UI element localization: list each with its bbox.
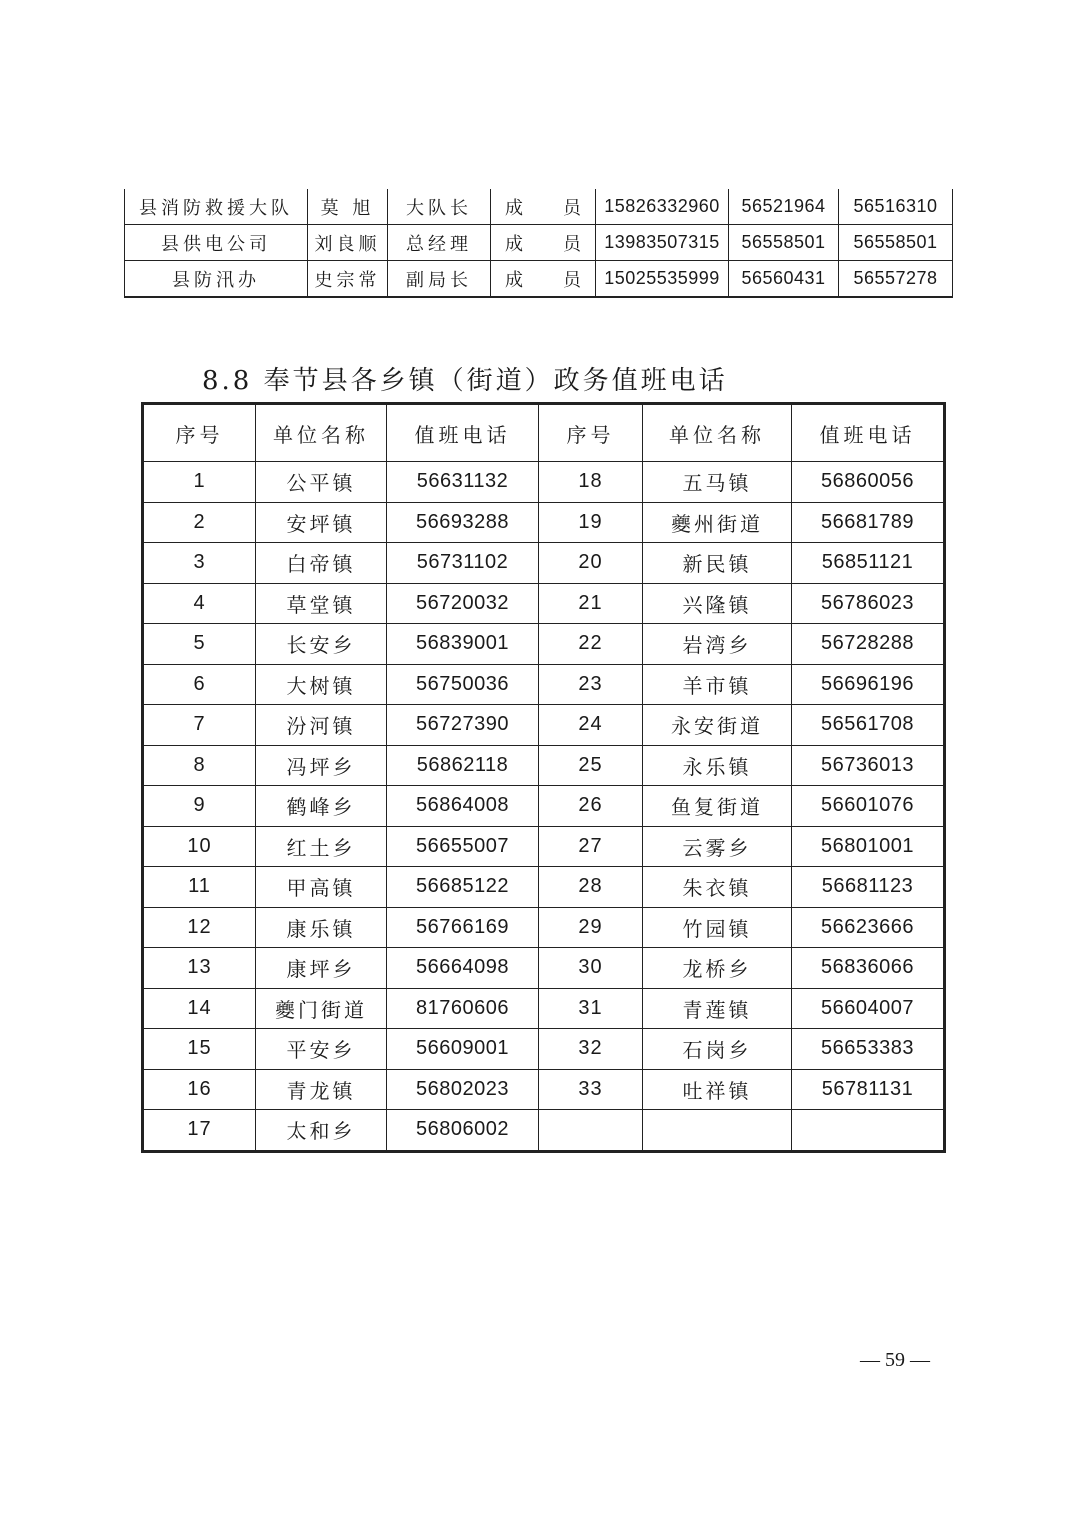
table-row <box>125 225 953 261</box>
unit-name-cell: 新民镇 <box>643 543 792 584</box>
phone-cell: 56851121 <box>792 543 945 584</box>
phone-cell: 56561708 <box>792 705 945 746</box>
serial-cell: 32 <box>539 1029 643 1070</box>
position-cell: 副局长 <box>388 261 491 298</box>
header-serial: 序号 <box>539 404 643 462</box>
serial-cell: 4 <box>143 583 256 624</box>
serial-cell: 5 <box>143 624 256 665</box>
serial-cell: 14 <box>143 988 256 1029</box>
header-duty-phone: 值班电话 <box>387 404 539 462</box>
phone-cell: 56623666 <box>792 907 945 948</box>
table-row <box>143 948 945 989</box>
office-phone-cell: 56521964 <box>729 189 839 225</box>
unit-name-cell: 安坪镇 <box>256 502 387 543</box>
phone-cell: 56727390 <box>387 705 539 746</box>
phone-cell: 56601076 <box>792 786 945 827</box>
phone-cell: 56750036 <box>387 664 539 705</box>
unit-name-cell: 平安乡 <box>256 1029 387 1070</box>
table-row <box>143 1029 945 1070</box>
table-row <box>143 988 945 1029</box>
phone-cell: 56806002 <box>387 1110 539 1152</box>
mobile-cell: 15025535999 <box>596 261 729 298</box>
unit-name-cell: 竹园镇 <box>643 907 792 948</box>
phone-cell: 56801001 <box>792 826 945 867</box>
unit-name-cell: 长安乡 <box>256 624 387 665</box>
unit-name-cell: 永安街道 <box>643 705 792 746</box>
table-row <box>125 261 953 298</box>
table-row <box>143 583 945 624</box>
serial-cell: 21 <box>539 583 643 624</box>
name-cell: 莫 旭 <box>308 189 388 225</box>
table-row <box>143 543 945 584</box>
serial-cell: 28 <box>539 867 643 908</box>
phone-cell: 56693288 <box>387 502 539 543</box>
role-cell: 成员 <box>491 261 596 298</box>
phone-cell: 56681123 <box>792 867 945 908</box>
unit-name-cell: 红土乡 <box>256 826 387 867</box>
unit-name-cell: 夔州街道 <box>643 502 792 543</box>
serial-cell: 20 <box>539 543 643 584</box>
unit-name-cell: 草堂镇 <box>256 583 387 624</box>
phone-cell: 56836066 <box>792 948 945 989</box>
phone-cell: 81760606 <box>387 988 539 1029</box>
phone-cell: 56631132 <box>387 462 539 503</box>
phone-cell: 56685122 <box>387 867 539 908</box>
header-unit-name: 单位名称 <box>643 404 792 462</box>
serial-cell: 12 <box>143 907 256 948</box>
table-row <box>143 867 945 908</box>
unit-name-cell: 羊市镇 <box>643 664 792 705</box>
table-row <box>143 502 945 543</box>
table-row <box>143 705 945 746</box>
phone-cell: 56802023 <box>387 1069 539 1110</box>
serial-cell <box>539 1110 643 1152</box>
table-row <box>143 462 945 503</box>
phone-cell: 56653383 <box>792 1029 945 1070</box>
serial-cell: 27 <box>539 826 643 867</box>
unit-name-cell: 鱼复街道 <box>643 786 792 827</box>
header-duty-phone: 值班电话 <box>792 404 945 462</box>
name-cell: 刘良顺 <box>308 225 388 261</box>
office-phone-cell: 56560431 <box>729 261 839 298</box>
table-row <box>143 826 945 867</box>
serial-cell: 8 <box>143 745 256 786</box>
serial-cell: 19 <box>539 502 643 543</box>
serial-cell: 2 <box>143 502 256 543</box>
phone-cell: 56862118 <box>387 745 539 786</box>
unit-name-cell: 太和乡 <box>256 1110 387 1152</box>
phone-cell: 56736013 <box>792 745 945 786</box>
unit-name-cell: 朱衣镇 <box>643 867 792 908</box>
serial-cell: 30 <box>539 948 643 989</box>
serial-cell: 1 <box>143 462 256 503</box>
serial-cell: 17 <box>143 1110 256 1152</box>
unit-name-cell <box>643 1110 792 1152</box>
unit-name-cell: 五马镇 <box>643 462 792 503</box>
unit-name-cell: 云雾乡 <box>643 826 792 867</box>
unit-name-cell: 青龙镇 <box>256 1069 387 1110</box>
phone-cell: 56609001 <box>387 1029 539 1070</box>
phone-cell: 56664098 <box>387 948 539 989</box>
table-row <box>143 1069 945 1110</box>
serial-cell: 33 <box>539 1069 643 1110</box>
unit-cell: 县消防救援大队 <box>125 189 308 225</box>
role-cell: 成员 <box>491 189 596 225</box>
serial-cell: 29 <box>539 907 643 948</box>
mobile-cell: 15826332960 <box>596 189 729 225</box>
phone-cell: 56781131 <box>792 1069 945 1110</box>
serial-cell: 6 <box>143 664 256 705</box>
unit-name-cell: 青莲镇 <box>643 988 792 1029</box>
table-row <box>125 189 953 225</box>
unit-name-cell: 兴隆镇 <box>643 583 792 624</box>
unit-name-cell: 石岗乡 <box>643 1029 792 1070</box>
unit-name-cell: 康乐镇 <box>256 907 387 948</box>
unit-name-cell: 公平镇 <box>256 462 387 503</box>
serial-cell: 23 <box>539 664 643 705</box>
phone-cell: 56864008 <box>387 786 539 827</box>
unit-name-cell: 康坪乡 <box>256 948 387 989</box>
unit-name-cell: 白帝镇 <box>256 543 387 584</box>
serial-cell: 13 <box>143 948 256 989</box>
name-cell: 史宗常 <box>308 261 388 298</box>
contact-table-continuation <box>124 189 953 298</box>
unit-name-cell: 冯坪乡 <box>256 745 387 786</box>
table-row <box>143 664 945 705</box>
serial-cell: 3 <box>143 543 256 584</box>
phone-cell: 56860056 <box>792 462 945 503</box>
office-phone-cell: 56558501 <box>729 225 839 261</box>
page-number: — 59 — <box>860 1349 930 1371</box>
phone-cell: 56786023 <box>792 583 945 624</box>
serial-cell: 25 <box>539 745 643 786</box>
serial-cell: 31 <box>539 988 643 1029</box>
unit-name-cell: 永乐镇 <box>643 745 792 786</box>
phone-cell: 56681789 <box>792 502 945 543</box>
table-row <box>143 624 945 665</box>
duty-phone-table <box>141 402 946 1153</box>
role-cell: 成员 <box>491 225 596 261</box>
header-serial: 序号 <box>143 404 256 462</box>
unit-cell: 县防汛办 <box>125 261 308 298</box>
phone-cell: 56731102 <box>387 543 539 584</box>
unit-name-cell: 大树镇 <box>256 664 387 705</box>
unit-name-cell: 夔门街道 <box>256 988 387 1029</box>
table-row <box>143 1110 945 1152</box>
unit-name-cell: 吐祥镇 <box>643 1069 792 1110</box>
phone-cell: 56604007 <box>792 988 945 1029</box>
serial-cell: 16 <box>143 1069 256 1110</box>
fax-cell: 56557278 <box>839 261 953 298</box>
phone-cell <box>792 1110 945 1152</box>
unit-name-cell: 甲高镇 <box>256 867 387 908</box>
serial-cell: 15 <box>143 1029 256 1070</box>
serial-cell: 11 <box>143 867 256 908</box>
phone-cell: 56839001 <box>387 624 539 665</box>
position-cell: 大队长 <box>388 189 491 225</box>
fax-cell: 56516310 <box>839 189 953 225</box>
phone-cell: 56720032 <box>387 583 539 624</box>
serial-cell: 7 <box>143 705 256 746</box>
phone-cell: 56728288 <box>792 624 945 665</box>
serial-cell: 22 <box>539 624 643 665</box>
position-cell: 总经理 <box>388 225 491 261</box>
phone-cell: 56655007 <box>387 826 539 867</box>
table-row <box>143 907 945 948</box>
unit-name-cell: 鹤峰乡 <box>256 786 387 827</box>
serial-cell: 9 <box>143 786 256 827</box>
unit-cell: 县供电公司 <box>125 225 308 261</box>
phone-cell: 56696196 <box>792 664 945 705</box>
fax-cell: 56558501 <box>839 225 953 261</box>
header-row <box>143 404 945 462</box>
serial-cell: 18 <box>539 462 643 503</box>
serial-cell: 24 <box>539 705 643 746</box>
phone-cell: 56766169 <box>387 907 539 948</box>
header-unit-name: 单位名称 <box>256 404 387 462</box>
unit-name-cell: 龙桥乡 <box>643 948 792 989</box>
unit-name-cell: 汾河镇 <box>256 705 387 746</box>
unit-name-cell: 岩湾乡 <box>643 624 792 665</box>
mobile-cell: 13983507315 <box>596 225 729 261</box>
section-title: 8.8 奉节县各乡镇（街道）政务值班电话 <box>202 366 728 396</box>
serial-cell: 26 <box>539 786 643 827</box>
table-row <box>143 786 945 827</box>
serial-cell: 10 <box>143 826 256 867</box>
table-row <box>143 745 945 786</box>
